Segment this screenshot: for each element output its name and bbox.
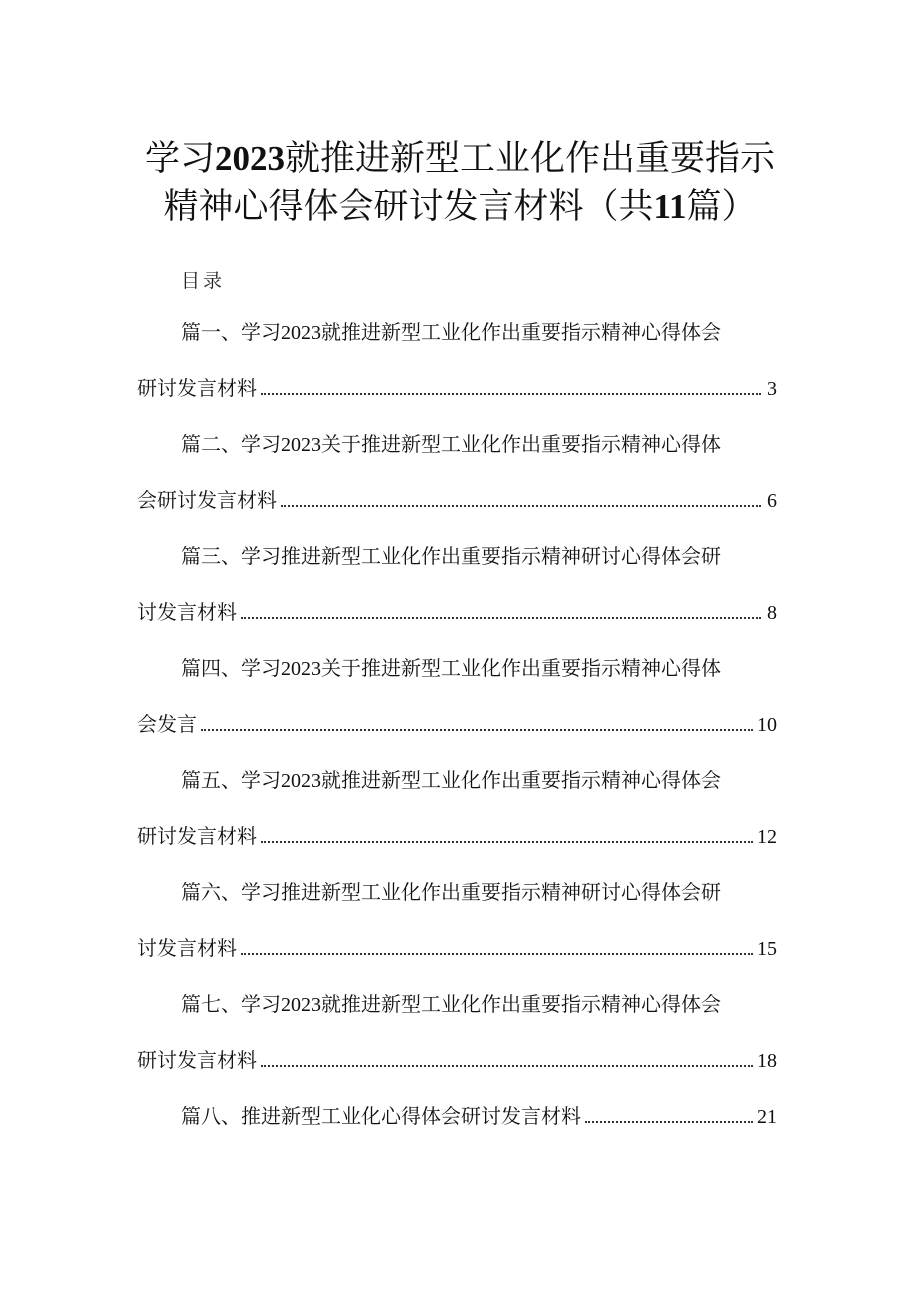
- toc-entry-3-continuation: 讨发言材料: [137, 600, 237, 624]
- document-title-line-2: [100, 184, 820, 230]
- toc-entry-1-line-2[interactable]: [137, 374, 777, 403]
- toc-entry-2-line-2[interactable]: [137, 486, 777, 515]
- title-line1-prefix: 学习: [144, 139, 215, 179]
- toc-entry-5-prefix: 篇五、学习: [181, 768, 281, 792]
- toc-entry-4-suffix: 关于推进新型工业化作出重要指示精神心得体: [321, 656, 721, 680]
- toc-entry-4-line-2[interactable]: [137, 710, 777, 739]
- title-line1-suffix: 就推进新型工业化作出重要指示: [285, 139, 776, 179]
- toc-entry-5-suffix: 就推进新型工业化作出重要指示精神心得体会: [321, 768, 721, 792]
- toc-entry-1-year: 2023: [281, 322, 321, 344]
- document-title-line-1: [100, 136, 820, 182]
- toc-entry-4-year: 2023: [281, 658, 321, 680]
- title-line2-count: 11: [653, 187, 687, 226]
- toc-entry-6-continuation: 讨发言材料: [137, 936, 237, 960]
- toc-entry-6-prefix: 篇六、学习推进新型工业化作出重要指示精神研讨心得体会研: [181, 880, 721, 904]
- title-line2-suffix: 篇）: [686, 187, 757, 227]
- toc-entry-7-line-2[interactable]: [137, 1046, 777, 1075]
- toc-entry-7-year: 2023: [281, 994, 321, 1016]
- toc-entry-8[interactable]: [181, 1102, 777, 1131]
- toc-entry-6-page-number: 15: [757, 938, 777, 960]
- toc-entry-1-prefix: 篇一、学习: [181, 320, 281, 344]
- toc-entry-6-line-1[interactable]: [181, 878, 781, 906]
- toc-entry-2-continuation: 会研讨发言材料: [137, 488, 277, 512]
- toc-entry-5-continuation: 研讨发言材料: [137, 824, 257, 848]
- title-line2-prefix: 精神心得体会研讨发言材料（共: [163, 187, 654, 227]
- toc-entry-4-prefix: 篇四、学习: [181, 656, 281, 680]
- toc-entry-8-title: 篇八、推进新型工业化心得体会研讨发言材料: [181, 1104, 581, 1128]
- toc-entry-8-page-number: 21: [757, 1106, 777, 1128]
- title-line1-year: 2023: [215, 139, 285, 178]
- toc-entry-5-page-number: 12: [757, 826, 777, 848]
- toc-entry-3-prefix: 篇三、学习推进新型工业化作出重要指示精神研讨心得体会研: [181, 544, 721, 568]
- toc-entry-4-leader-dots: [201, 728, 753, 731]
- toc-entry-5-leader-dots: [261, 840, 753, 843]
- toc-entry-7-line-1[interactable]: [181, 990, 781, 1019]
- toc-entry-4-continuation: 会发言: [137, 712, 197, 736]
- toc-entry-7-prefix: 篇七、学习: [181, 992, 281, 1016]
- toc-entry-7-suffix: 就推进新型工业化作出重要指示精神心得体会: [321, 992, 721, 1016]
- toc-entry-5-line-1[interactable]: [181, 766, 781, 795]
- toc-entry-2-leader-dots: [281, 504, 761, 507]
- toc-entry-6-line-2[interactable]: [137, 934, 777, 963]
- toc-entry-1-page-number: 3: [767, 378, 777, 400]
- toc-entry-2-year: 2023: [281, 434, 321, 456]
- toc-entry-7-leader-dots: [261, 1064, 753, 1067]
- toc-entry-4-line-1[interactable]: [181, 654, 781, 683]
- toc-entry-1-leader-dots: [261, 392, 761, 395]
- toc-entry-1-continuation: 研讨发言材料: [137, 376, 257, 400]
- toc-entry-3-line-2[interactable]: [137, 598, 777, 627]
- toc-entry-7-page-number: 18: [757, 1050, 777, 1072]
- toc-entry-3-line-1[interactable]: [181, 542, 781, 570]
- toc-entry-2-suffix: 关于推进新型工业化作出重要指示精神心得体: [321, 432, 721, 456]
- toc-entry-1-line-1[interactable]: [181, 318, 781, 347]
- toc-entry-2-page-number: 6: [767, 490, 777, 512]
- toc-entry-3-leader-dots: [241, 616, 761, 619]
- toc-entry-3-page-number: 8: [767, 602, 777, 624]
- toc-entry-2-line-1[interactable]: [181, 430, 781, 459]
- toc-entry-2-prefix: 篇二、学习: [181, 432, 281, 456]
- toc-heading: 目录: [181, 270, 226, 292]
- toc-entry-6-leader-dots: [241, 952, 753, 955]
- toc-entry-8-leader-dots: [585, 1120, 753, 1123]
- toc-entry-7-continuation: 研讨发言材料: [137, 1048, 257, 1072]
- toc-entry-4-page-number: 10: [757, 714, 777, 736]
- toc-entry-1-suffix: 就推进新型工业化作出重要指示精神心得体会: [321, 320, 721, 344]
- toc-entry-5-year: 2023: [281, 770, 321, 792]
- toc-entry-5-line-2[interactable]: [137, 822, 777, 851]
